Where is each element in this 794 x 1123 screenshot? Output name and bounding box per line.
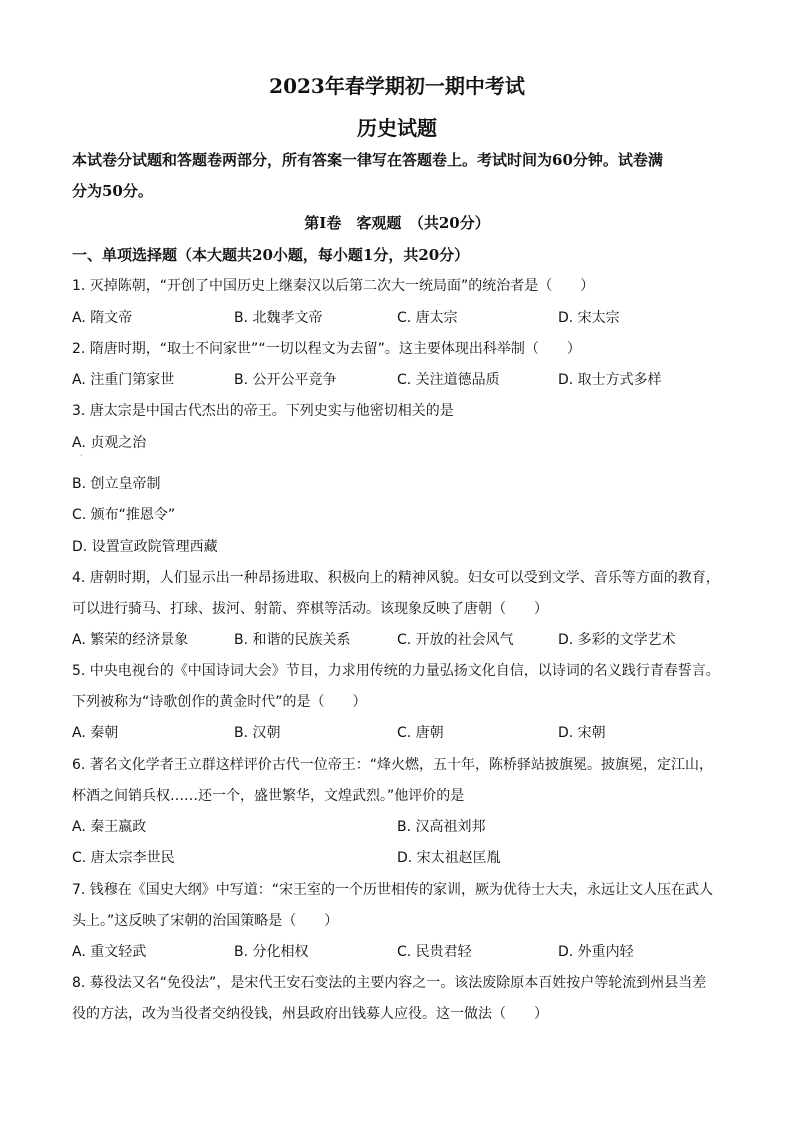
question-1-stem: 1. 灭掉陈朝，“开创了中国历史上继秦汉以后第二次大一统局面”的统治者是（ ） — [72, 278, 595, 294]
exam-instructions — [72, 145, 722, 207]
question-6-stem-line-1: 6. 著名文化学者王立群这样评价古代一位帝王：“烽火燃，五十年，陈桥驿站披旗冕。披旗冕，定江山， — [72, 757, 714, 773]
question-3-option-b: B. 创立皇帝制 — [72, 476, 161, 492]
question-4-option-d: D. 多彩的文学艺术 — [558, 632, 676, 648]
question-1-option-a: A. 隋文帝 — [72, 310, 133, 326]
question-6-stem-line-2: 杯酒之间销兵权……还一个，盛世繁华，文煌武烈。”他评价的是 — [72, 788, 465, 804]
question-2-option-b: B. 公开公平竞争 — [234, 372, 337, 388]
question-7-option-c: C. 民贵君轻 — [397, 944, 472, 960]
question-5-stem-line-2: 下列被称为“诗歌创作的黄金时代”的是（ ） — [72, 694, 367, 710]
question-1-option-d: D. 宋太宗 — [558, 310, 620, 326]
question-2-stem: 2. 隋唐时期，“取士不问家世”“一切以程文为去留”。这主要体现出科举制（ ） — [72, 341, 581, 357]
question-5-option-c: C. 唐朝 — [397, 725, 444, 741]
question-4-option-c: C. 开放的社会风气 — [397, 632, 514, 648]
question-6-option-b: B. 汉高祖刘邦 — [397, 819, 486, 835]
question-4-option-b: B. 和谐的民族关系 — [234, 632, 351, 648]
question-3-stem: 3. 唐太宗是中国古代杰出的帝王。下列史实与他密切相关的是 — [72, 403, 454, 419]
question-3-option-a: A. 贞观之治 — [72, 435, 147, 451]
question-1-option-b: B. 北魏孝文帝 — [234, 310, 323, 326]
question-4-stem-line-1: 4. 唐朝时期，人们显示出一种昂扬进取、积极向上的精神风貌。妇女可以受到文学、音乐等方面的教育， — [72, 570, 720, 586]
question-6-option-c: C. 唐太宗李世民 — [72, 850, 175, 866]
exam-title: 2023年春学期初一期中考试 — [269, 74, 525, 98]
stray-mark: · — [80, 451, 83, 460]
question-7-option-b: B. 分化相权 — [234, 944, 309, 960]
question-8-stem-line-2: 役的方法，改为当役者交纳役钱，州县政府出钱募人应役。这一做法（ ） — [72, 1006, 548, 1022]
question-2-option-c: C. 关注道德品质 — [397, 372, 500, 388]
question-7-stem-line-2: 头上。”这反映了宋朝的治国策略是（ ） — [72, 913, 339, 929]
question-3-option-c: C. 颁布“推恩令” — [72, 507, 176, 523]
exam-subject: 历史试题 — [357, 116, 437, 140]
question-5-option-a: A. 秦朝 — [72, 725, 119, 741]
part-title: 一、单项选择题（本大题共20小题，每小题1分，共20分） — [72, 246, 470, 264]
question-2-option-a: A. 注重门第家世 — [72, 372, 175, 388]
question-7-stem-line-1: 7. 钱穆在《国史大纲》中写道：“宋王室的一个历世相传的家训，厥为优待士大夫，永远让文人压在武人 — [72, 882, 714, 898]
question-7-option-d: D. 外重内轻 — [558, 944, 634, 960]
question-8-stem-line-1: 8. 募役法又名“免役法”，是宋代王安石变法的主要内容之一。该法废除原本百姓按户等轮流到州县当差 — [72, 975, 707, 991]
question-2-option-d: D. 取士方式多样 — [558, 372, 662, 388]
question-5-option-d: D. 宋朝 — [558, 725, 606, 741]
question-6-option-a: A. 秦王嬴政 — [72, 819, 147, 835]
question-5-stem-line-1: 5. 中央电视台的《中国诗词大会》节目，力求用传统的力量弘扬文化自信，以诗词的名义践行青春誓言。 — [72, 663, 720, 679]
instructions-line-2: 分为50分。 — [72, 182, 153, 200]
section-title: 第Ⅰ卷 客观题 （共20分） — [304, 214, 490, 232]
instructions-line-1: 本试卷分试题和答题卷两部分，所有答案一律写在答题卷上。考试时间为60分钟。试卷满 — [72, 151, 663, 169]
question-5-option-b: B. 汉朝 — [234, 725, 281, 741]
question-3-option-d: D. 设置宣政院管理西藏 — [72, 539, 218, 555]
question-7-option-a: A. 重文轻武 — [72, 944, 147, 960]
question-4-option-a: A. 繁荣的经济景象 — [72, 632, 189, 648]
question-4-stem-line-2: 可以进行骑马、打球、拔河、射箭、弈棋等活动。该现象反映了唐朝（ ） — [72, 601, 548, 617]
question-1-option-c: C. 唐太宗 — [397, 310, 458, 326]
question-6-option-d: D. 宋太祖赵匡胤 — [397, 850, 501, 866]
